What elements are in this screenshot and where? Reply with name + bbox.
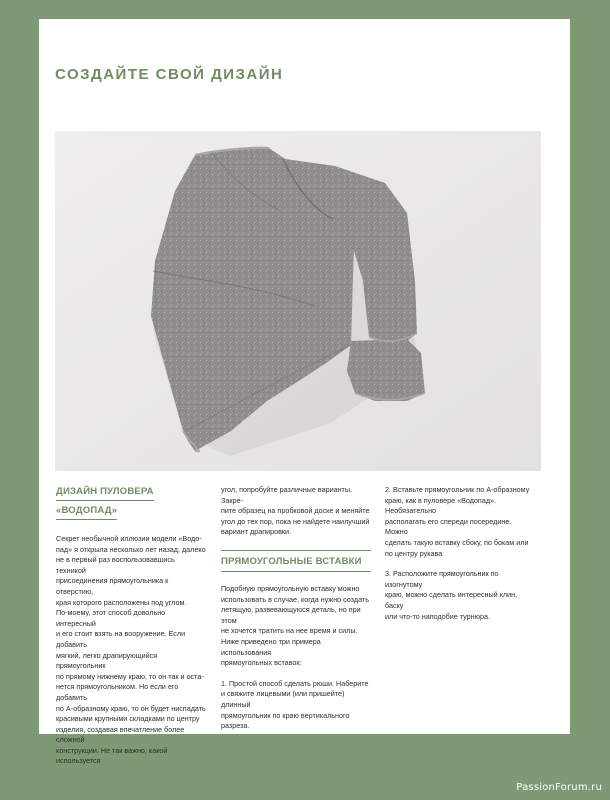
- section-title-waterfall: «ВОДОПАД»: [56, 501, 117, 520]
- text-line: красивыми крупными складками по центру: [56, 714, 200, 724]
- section-title-pullover: ДИЗАЙН ПУЛОВЕРА: [56, 485, 154, 501]
- text-line: краю, можно сделать интересный клин, баску: [385, 590, 518, 610]
- magazine-page: [39, 19, 570, 766]
- text-line: по А-образному краю, то он будет ниспадать: [56, 703, 206, 713]
- text-line: По-моему, этот способ довольно интересный: [56, 608, 166, 628]
- text-line: летящую, развевающуюся деталь, но при этом: [221, 605, 361, 625]
- text-line: Ниже приведено три примера использования: [221, 636, 321, 657]
- text-line: пад» я открыла несколько лет назад, далеко: [56, 544, 206, 554]
- section-title-rectangular-inserts: ПРЯМОУГОЛЬНЫЕ ВСТАВКИ: [221, 550, 371, 572]
- text-line: изделия, создавая впечатление более сложной: [56, 724, 185, 745]
- page-title: СОЗДАЙТЕ СВОЙ ДИЗАЙН: [55, 66, 284, 83]
- text-line: 3. Расположите прямоугольник по изогнутому: [385, 569, 499, 589]
- text-line: не в первый раз воспользовавшись техникой: [56, 555, 175, 575]
- text-line: присоединения прямоугольника к отверстию,: [56, 576, 169, 596]
- column-2: [221, 485, 371, 732]
- watermark: PassionForum.ru: [516, 782, 602, 793]
- text-line: или что-то наподобие турнюра.: [385, 611, 491, 621]
- column-1: [56, 485, 206, 767]
- text-line: края которого расположены под углом.: [56, 597, 187, 607]
- text-line: мягкий, легко драпирующийся прямоугольник: [56, 650, 158, 671]
- text-line: и свяжите лицевыми (или пришейте) длинный: [221, 689, 345, 709]
- text-line: конструкции. Не так важно, какой используется: [56, 745, 168, 766]
- text-line: нется прямоугольником. Но если его добавить: [56, 682, 179, 702]
- text-line: не хочется тратить на нее время и силы.: [221, 626, 358, 636]
- text-line: по центру рукава: [385, 548, 443, 558]
- text-line: пите образец на пробковой доске и меняйте: [221, 506, 370, 516]
- text-line: Подобную прямоугольную вставку можно: [221, 583, 360, 593]
- text-line: по прямому нижнему краю, то он так и оста-: [56, 671, 204, 681]
- text-line: Секрет необычной иллюзии модели «Водо-: [56, 534, 202, 543]
- sweater-photo: [55, 131, 541, 471]
- text-line: 2. Вставьте прямоугольник по А-образному: [385, 485, 530, 494]
- text-line: сделать такую вставку сбоку, по бокам или: [385, 537, 529, 547]
- text-line: использовать в случае, когда нужно создать: [221, 594, 369, 604]
- column-3: [385, 485, 535, 622]
- text-line: краю, как в пуловере «Водопад». Необязательно: [385, 495, 497, 516]
- text-line: прямоугольник по краю вертикального разреза.: [221, 710, 350, 731]
- text-line: прямоугольных вставок:: [221, 658, 302, 668]
- text-line: располагать его спереди посередине. Можно: [385, 516, 512, 537]
- sweater-illustration: [55, 131, 541, 471]
- text-line: 1. Простой способ сделать рюши. Наберите: [221, 678, 369, 688]
- text-line: угол, попробуйте различные варианты. Закре-: [221, 485, 353, 505]
- text-line: угол до тех пор, пока не найдете наилучший: [221, 516, 370, 526]
- text-line: и его стоит взять на вооружение. Если добавить: [56, 629, 186, 649]
- text-line: вариант драпировки.: [221, 527, 292, 537]
